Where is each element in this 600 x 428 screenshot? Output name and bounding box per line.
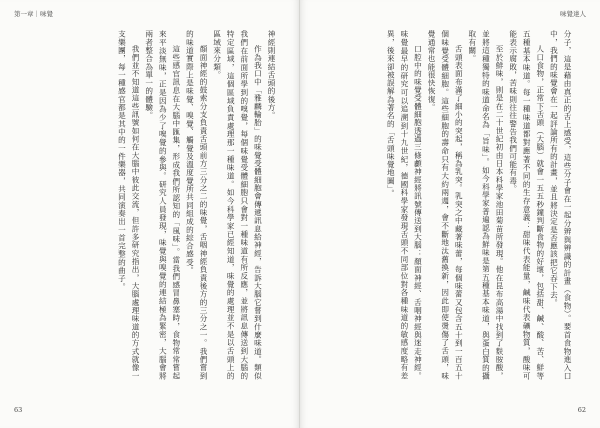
paragraph: 顏面神經的鼓索分支負責舌頭前方三分之二的味覺，舌咽神經負責後方的三分之一。我們嘗到的味道實際上是味覺、嗅覺、觸覺及溫度覺所共同組成的綜合感受。 [185,30,209,380]
body-text [326,30,574,380]
running-head: 味覺達人 [560,10,586,18]
paragraph: 這些感官訊息在大腦中匯集，形成我們所認知的「風味」。當我們感冒鼻塞時，食物常常嘗起來平淡無味，正是因為少了嗅覺的參與。研究人員發現，味覺與嗅覺的連結極為緊密，大腦會將兩者整合為單一的體驗。 [144,30,181,380]
paragraph: 我們並不知道這些訊號如何在大腦中彼此交流，但許多研究指出，大腦處理味道的方式就像一支樂團，每一種感官都是其中的一件樂器，共同演奏出一首完整的曲子。 [117,30,141,380]
page-number: 63 [14,406,23,414]
running-head: 第一章｜味覺 [14,10,53,18]
paragraph: 口腔中的味覺受體細胞透過三條顱神經將訊號傳送到大腦：顏面神經、舌咽神經與迷走神經。味覺最早的研究可以追溯到十九世紀，德國科學家發現舌頭不同部位對各種味道的敏感度略有差異，後來卻被誤解為著名的「舌頭味覺地圖」。 [386,30,423,380]
paragraph: 分子，這是藉由真正的舌上感受，這些分子會在一起分辨與辨識的計畫（食物）。要首食物進入口中，我們的味覺會在一起評論所有的計畫，並且將決定是否應該把它吞下去。 [549,30,572,380]
right-page [300,0,600,428]
paragraph: 人口食物，正常下舌頭（大腦）就會一五五秒鐘判斷食物的好壞，包括甜、鹹、酸、苦、鮮等五種基本味道。每一種味道都對應著不同的生存意義：甜味代表能量，鹹味代表礦物質，酸味可能表示腐敗，苦味則往往警告我們可能有毒。 [508,30,545,380]
paragraph: 作為我口中「雅麟輪胎」的味覺受體細胞會傳遞訊息給神經，告訴大腦它嘗到什麼味道。類似我們在前面所學到的嗅覺，每個味覺受體細胞只會對一種味道有所反應，並將訊息傳送到大腦的特定區域，這個區域負責處理那一種味道。如今科學家已經知道，味覺的處理並不是以舌頭上的區域來分類。 [212,30,263,380]
paragraph: 至於鮮味，則是在二十世紀初由日本科學家池田菊苗所發現。他在昆布高湯中找到了麩胺酸，並將這種獨特的味道命名為「旨味」。如今科學家普遍認為鮮味是第五種基本味道，與蛋白質的攝取有關。 [467,30,505,380]
paragraph: 舌頭表面布滿了細小的突起，稱為乳突。乳突之中藏著味蕾，每個味蕾又包含五十到一百五十個味覺受體細胞。這些細胞的壽命只有大約兩週，會不斷地汰舊換新，因此即使燙傷了舌頭，味覺通常也能很快恢復。 [427,30,464,380]
page-number: 62 [577,406,586,414]
paragraph: 神經則連結舌頭的後方。 [267,30,276,120]
body-text [30,30,278,380]
